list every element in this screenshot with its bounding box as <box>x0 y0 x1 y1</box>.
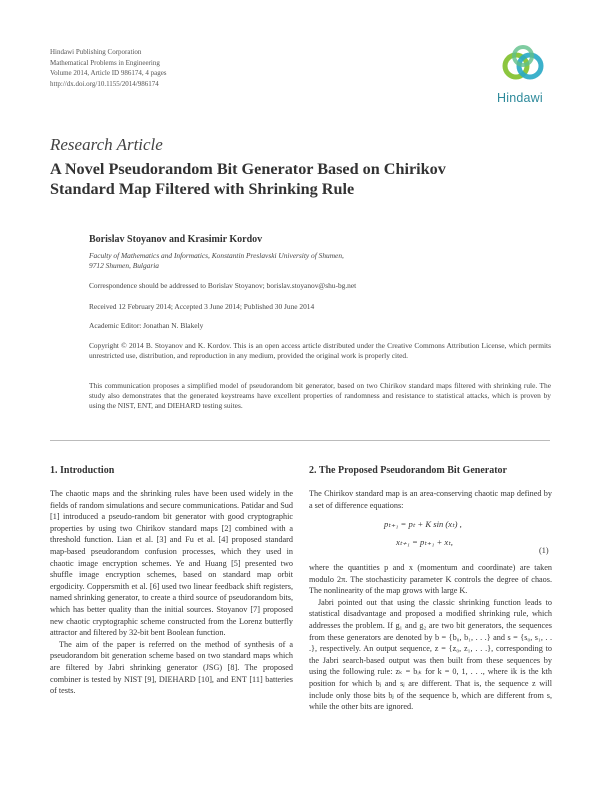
section2-paragraph-1: The Chirikov standard map is an area-conserving chaotic map defined by a set of difference equations: <box>309 489 552 510</box>
authors: Borislav Stoyanov and Krasimir Kordov <box>89 234 263 245</box>
abstract: This communication proposes a simplified model of pseudorandom bit generator, based on two Chirikov standard maps filtered with shrinking rule. The study also demonstrates that the generated keystreams have excellent properties of randomness and resistance to statistical attacks, which is proven by using the NIST, ENT, and DIEHARD testing suites. <box>89 381 551 411</box>
copyright-notice: Copyright © 2014 B. Stoyanov and K. Kordov. This is an open access article distributed under the Creative Commons Attribution License, which permits unrestricted use, distribution, and reproduction in any medium, provided the original work is properly cited. <box>89 341 551 361</box>
title-line-2: Standard Map Filtered with Shrinking Rule <box>50 179 355 198</box>
section-divider <box>50 440 550 441</box>
section2-intro <box>309 488 552 511</box>
section-heading-introduction: 1. Introduction <box>50 465 115 476</box>
section2-body <box>309 562 552 713</box>
section2-paragraph-2: where the quantities p and x (momentum and coordinate) are taken modulo 2π. The stochasticity parameter K controls the degree of chaos. The nonlinearity of the map grows with large K. <box>309 563 552 596</box>
affiliation-line-2: 9712 Shumen, Bulgaria <box>89 261 160 271</box>
correspondence: Correspondence should be addressed to Borislav Stoyanov; borislav.stoyanov@shu-bg.net <box>89 281 357 290</box>
hindawi-logo-text: Hindawi <box>497 91 543 105</box>
journal-info <box>50 47 167 89</box>
title-line-1: A Novel Pseudorandom Bit Generator Based on Chirikov <box>50 160 446 178</box>
article-type: Research Article <box>50 135 163 154</box>
equation-number: (1) <box>539 546 549 555</box>
intro-paragraph-1: The chaotic maps and the shrinking rules have been used widely in the fields of random simulations and secure communications. Patidar and Sud [1] introduced a pseudo-random bit generator with good cryptographic properties by using two Chirikov standard maps [2] combined with a threshold function. Lian et al. [3] and Fu et al. [4] proposed standard map-based pseudorandom confusion processes, which they used in chaotic image encryption schemes. Ye and Huang [5] presented two shuffle image encryption schemes, based on standard map orbit ergodicity. Coppersmith et al. [6] used two linear feedback shift registers, named shrinking generator, to create a third source of pseudorandom bits, which has better quality than the initial sources. Stoyanov [7] proposed new chaotic cryptographic scheme constructed from the Lorenz butterfly attractor and filtered by 32-bit bent Boolean function. <box>50 489 293 638</box>
article-title <box>50 160 550 199</box>
equation-line-2: xₜ₊₁ = pₜ₊₁ + xₜ, <box>396 537 453 547</box>
affiliation <box>89 251 344 271</box>
section-heading-proposed-generator: 2. The Proposed Pseudorandom Bit Generator <box>309 465 507 476</box>
journal-doi[interactable]: http://dx.doi.org/10.1155/2014/986174 <box>50 79 159 88</box>
intro-paragraph-2: The aim of the paper is referred on the method of synthesis of a pseudorandom bit generation scheme based on two standard maps which are filtered by Jabri shrinking generator (JSG) [8]. The proposed combiner is tested by NIST [9], DIEHARD [10], and ENT [11] batteries of tests. <box>50 639 293 696</box>
affiliation-line-1: Faculty of Mathematics and Informatics, Konstantin Preslavski University of Shumen, <box>89 251 344 260</box>
academic-editor: Academic Editor: Jonathan N. Blakely <box>89 321 204 330</box>
publication-dates: Received 12 February 2014; Accepted 3 June 2014; Published 30 June 2014 <box>89 302 315 311</box>
journal-volume: Volume 2014, Article ID 986174, 4 pages <box>50 69 167 77</box>
section2-paragraph-3: Jabri pointed out that using the classic shrinking function leads to statistical disadvantage and proposed a modified shrinking rule, which addresses the problem. If g₁ and g₂ are two bit generators, the sequences from these generators are denoted by b = {b₀, b₁, . . .} and s = {s₀, s₁, . . .}, respectively. An output sequence, z = {z₀, z₁, . . .}, corresponding to the Jabri search-based output was then built from these sequences by using the following rule: zₖ = bᵢₖ for k = 0, 1, . . ., where ik is the kth position for which bⱼ and sⱼ are different. That is, the sequence z will include only those bits bⱼ of the sequence b, which are different from s, while the other bits are ignored. <box>309 597 552 712</box>
journal-name: Mathematical Problems in Engineering <box>50 58 160 67</box>
introduction-body <box>50 488 293 697</box>
journal-publisher: Hindawi Publishing Corporation <box>50 48 142 56</box>
equation-line-1: pₜ₊₁ = pₜ + K sin (xₜ) , <box>384 519 462 529</box>
